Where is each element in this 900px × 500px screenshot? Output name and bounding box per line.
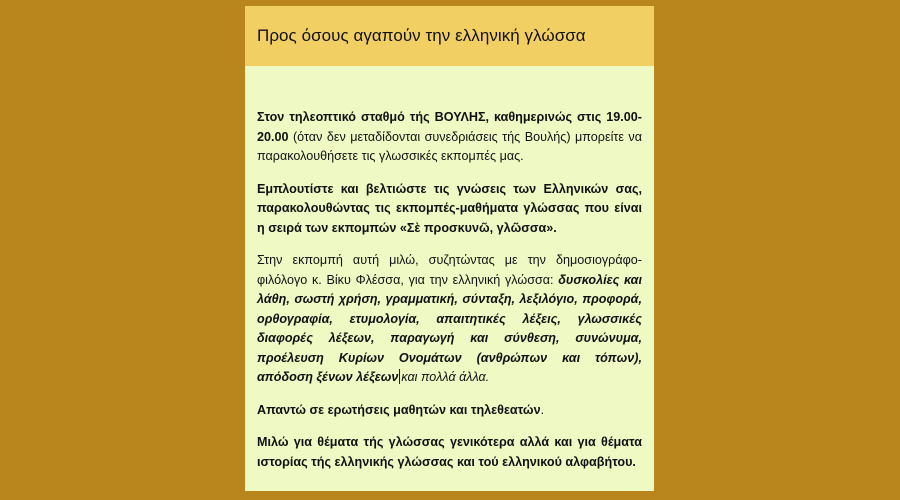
paragraph-language-history: Μιλώ για θέματα τής γλώσσας γενικότερα αλλά και για θέματα ιστορίας τής ελληνικής γλώσσας και τού ελληνικού αλφαβήτου. xyxy=(257,435,642,469)
page-title: Προς όσους αγαπούν την ελληνική γλώσσα xyxy=(257,26,586,45)
schedule-normal-text: (όταν δεν μεταδίδονται συνεδριάσεις τής Βουλής) μπορείτε να παρακολουθήσετε τις γλωσσικές εκπομπές μας. xyxy=(257,129,642,163)
paragraph-broadcast-schedule xyxy=(257,108,642,167)
questions-period: . xyxy=(540,402,545,417)
paragraph-questions xyxy=(257,401,642,421)
paragraph-show-topics xyxy=(257,251,642,388)
card-body xyxy=(245,66,654,472)
topics-more-text: και πολλά άλλα. xyxy=(401,370,490,384)
questions-bold-text: Απαντώ σε ερωτήσεις μαθητών και τηλεθεατών xyxy=(257,402,541,417)
article-card xyxy=(245,6,654,491)
topics-list-text: δυσκολίες και λάθη, σωστή χρήση, γραμματική, σύνταξη, λεξιλόγιο, προφορά, ορθογραφία, ετυμολογία, απαιτητικές λέξεις, γλωσσικές διαφορές λέξεων, παραγωγή και σύνθεση, συνώνυμα, προέλευση Κυρίων Ονομάτων (ανθρώπων και τόπων), απόδοση ξένων λέξεων xyxy=(257,272,642,384)
topics-intro-text: Στην εκπομπή αυτή μιλώ, συζητώντας με την δημοσιογράφο-φιλόλογο κ. Βίκυ Φλέσσα, για την ελληνική γλώσσα: xyxy=(257,253,642,287)
paragraph-enrich-knowledge: Εμπλουτίστε και βελτιώστε τις γνώσεις των Ελληνικών σας, παρακολουθώντας τις εκπομπές-μαθήματα γλώσσας που είναι η σειρά των εκπομπών «Σὲ προσκυνῶ, γλῶσσα». xyxy=(257,181,642,235)
card-header xyxy=(245,6,654,66)
schedule-bold-text: Στον τηλεοπτικό σταθμό τής ΒΟΥΛΗΣ, καθημερινώς στις 19.00-20.00 xyxy=(257,110,642,144)
